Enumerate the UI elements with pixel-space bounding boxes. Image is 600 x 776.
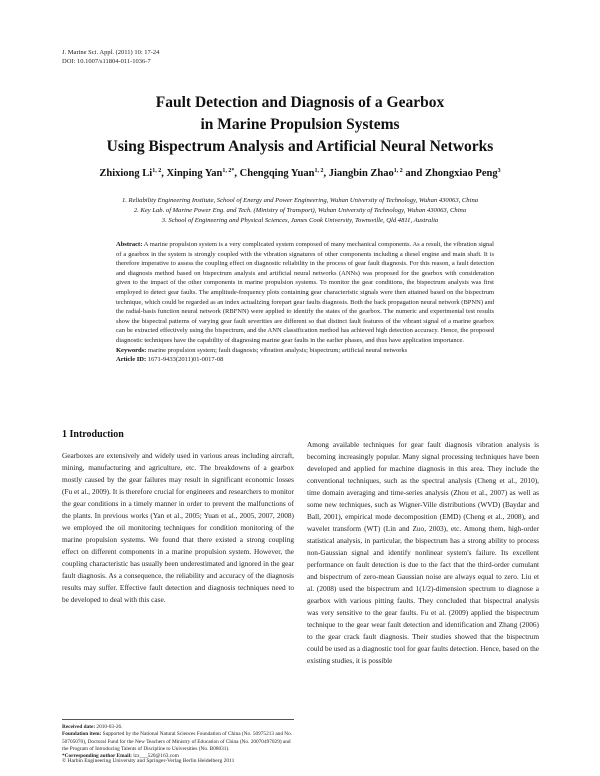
journal-citation: J. Marine Sci. Appl. (2011) 10: 17-24: [62, 49, 160, 56]
paper-title: [40, 92, 560, 158]
section-heading: 1 Introduction: [62, 429, 124, 440]
article-id-line: [116, 355, 494, 365]
foundation-text: Supported by the National Natural Sciences Foundation of China (No. 50975213 and No. 50705070), Doctoral Fund for the New Teachers of Ministry of Education of China (No. 20070497029) and the Program of Introducing Talents of Discipline to Universities (No. B08031).: [62, 731, 293, 752]
author-affil-sup: 1, 2*: [222, 168, 235, 174]
author-separator: ,: [323, 168, 329, 179]
abstract-label: Abstract:: [116, 241, 143, 248]
abstract-block: [116, 240, 494, 365]
author-name: Chengqing Yuan: [239, 168, 315, 179]
author-separator: and: [402, 168, 425, 179]
right-column: [307, 439, 539, 667]
corresponding-label: *Corresponding author Email:: [62, 753, 132, 760]
author-affil-sup: 3: [497, 168, 501, 174]
body-paragraph: Among available techniques for gear fault diagnosis vibration analysis is becoming increasingly popular. Many signal processing techniques have been developed and applied for machine diagnosis in this area. They include the conventional techniques, such as the spectral analysis (Cheng et al., 2010), time domain averaging and time-series analysis (Zhou et al., 2007) as well as some new techniques, such as Wigner-Ville distributions (WVD) (Baydar and Ball, 2001), empirical mode decomposition (EMD) (Cheng et al., 2008), and wavelet transform (WT) (Lin and Zuo, 2003), etc. Among them, high-order statistical analysis, in particular, the bispectrum has a strong ability to process non-Gaussian signal and identify nonlinear system's failure. Its excellent performance on fault detection is due to the fact that the third-order cumulant and bispectrum of zero-mean Gaussian noise are always equal to zero. Liu et al. (2008) used the bispectrum and 1(1/2)-dimension spectrum to diagnose a gearbox with various pitting faults. They concluded that bispectral analysis was very sensitive to the gear faults. Fu et al. (2009) applied the bispectrum technique to the gear wear fault detection and identification and Zhang (2006) to the gear crack fault diagnosis. Their studies showed that the bispectrum could be used as a diagnostic tool for gear faults detection. Hence, based on the existing studies, it is possible: [307, 440, 539, 665]
abstract-paragraph: [116, 240, 494, 346]
author-name: Zhongxiao Peng: [424, 168, 498, 179]
author-name: Xinping Yan: [166, 168, 223, 179]
footnote-rule: [62, 719, 294, 720]
keywords-text: marine propulsion system; fault diagnosis; vibration analysis; bispectrum; artificial neural networks: [147, 346, 408, 354]
title-line: in Marine Propulsion Systems: [200, 116, 400, 133]
author-affil-sup: 1, 2: [314, 168, 324, 174]
author-name: Jiangbin Zhao: [328, 168, 394, 179]
affiliation: 1. Reliability Engineering Institute, School of Energy and Power Engineering, Wuhan University of Technology, Wuhan 430063, China: [121, 197, 479, 204]
title-line: Using Bispectrum Analysis and Artificial Neural Networks: [106, 138, 494, 155]
author-affil-sup: 1, 2: [152, 168, 162, 174]
author-separator: ,: [161, 168, 167, 179]
article-id-text: 1671-9433(2011)01-0017-08: [147, 356, 224, 364]
footnotes: [62, 724, 294, 760]
foundation-label: Foundation item:: [62, 731, 102, 738]
left-column: [62, 450, 294, 606]
journal-doi: DOI: 10.1007/s11804-011-1036-7: [62, 58, 151, 65]
body-paragraph: Gearboxes are extensively and widely used in various areas including aircraft, mining, manufacturing and agriculture, etc. The breakdowns of a gearbox mostly caused by the gear failures may result in significant economic losses (Fu et al., 2009). It is therefore crucial for engineers and researchers to monitor the gear conditions in a timely manner in order to prevent the malfunctions of the plants. In previous works (Yan et al., 2005; Yuan et al., 2005, 2007, 2008) we employed the oil monitoring techniques for condition monitoring of the marine propulsion systems. We found that there existed a strong coupling effect on different components in a marine propulsion system. However, the coupling characteristic has usually been underestimated and ignored in the gear fault diagnosis. As a consequence, the reliability and accuracy of the diagnosis results may suffer. Effective fault detection and diagnosis techniques need to be developed to deal with this case.: [62, 451, 294, 604]
affiliation: 2. Key Lab. of Marine Power Eng. and Tech. (Ministry of Transport), Wuhan University of Technology, Wuhan 430063, China: [133, 207, 467, 214]
author-affil-sup: 1, 2: [393, 168, 403, 174]
journal-header: [62, 48, 159, 66]
received-date: 2010-03-26.: [96, 724, 123, 730]
author-name: Zhixiong Li: [99, 168, 153, 179]
foundation-footnote: [62, 731, 294, 753]
author-list: [40, 168, 560, 179]
received-label: Received date:: [62, 724, 96, 730]
corresponding-email: lzx___520@163.com: [133, 753, 179, 760]
keywords-line: [116, 346, 494, 356]
author-separator: ,: [234, 168, 240, 179]
title-line: Fault Detection and Diagnosis of a Gearbox: [155, 94, 445, 111]
abstract-text: A marine propulsion system is a very complicated system composed of many mechanical components. As a result, the vibration signal of a gearbox in the system is strongly coupled with the vibration signatures of other components including a diesel engine and main shaft. It is therefore imperative to assess the coupling effect on diagnostic reliability in the process of gear fault diagnosis. For this reason, a fault detection and diagnosis method based on bispectrum analysis and artificial neural networks (ANNs) was proposed for the gearbox with consideration given to the impact of the other components in marine propulsion systems. To monitor the gear conditions, the bispectrum analysis was first employed to detect gear faults. The amplitude-frequency plots containing gear characteristic signals were then attained based on the bispectrum technique, which could be regarded as an index actualizing forepart gear faults diagnosis. Both the back propagation neural network (BPNN) and the radial-basis function neural network (RBFNN) were applied to identify the states of the gearbox. The numeric and experimental test results show the bispectral patterns of varying gear fault severities are different so that distinct fault features of the vibrant signal of a marine gearbox can be extracted effectively using the bispectrum, and the ANN classification method has achieved high detection accuracy. Hence, the proposed diagnostic techniques have the capability of diagnosing marine gear faults in the earlier phases, and thus have application importance.: [116, 241, 494, 344]
affiliations: [40, 196, 560, 226]
keywords-label: Keywords:: [116, 346, 147, 354]
article-id-label: Article ID:: [116, 356, 147, 364]
copyright-line: © Harbin Engineering University and Springer-Verlag Berlin Heidelberg 2011: [62, 758, 235, 764]
affiliation: 3. School of Engineering and Physical Sciences, James Cook University, Townsville, Qld 4811, Australia: [161, 217, 439, 224]
